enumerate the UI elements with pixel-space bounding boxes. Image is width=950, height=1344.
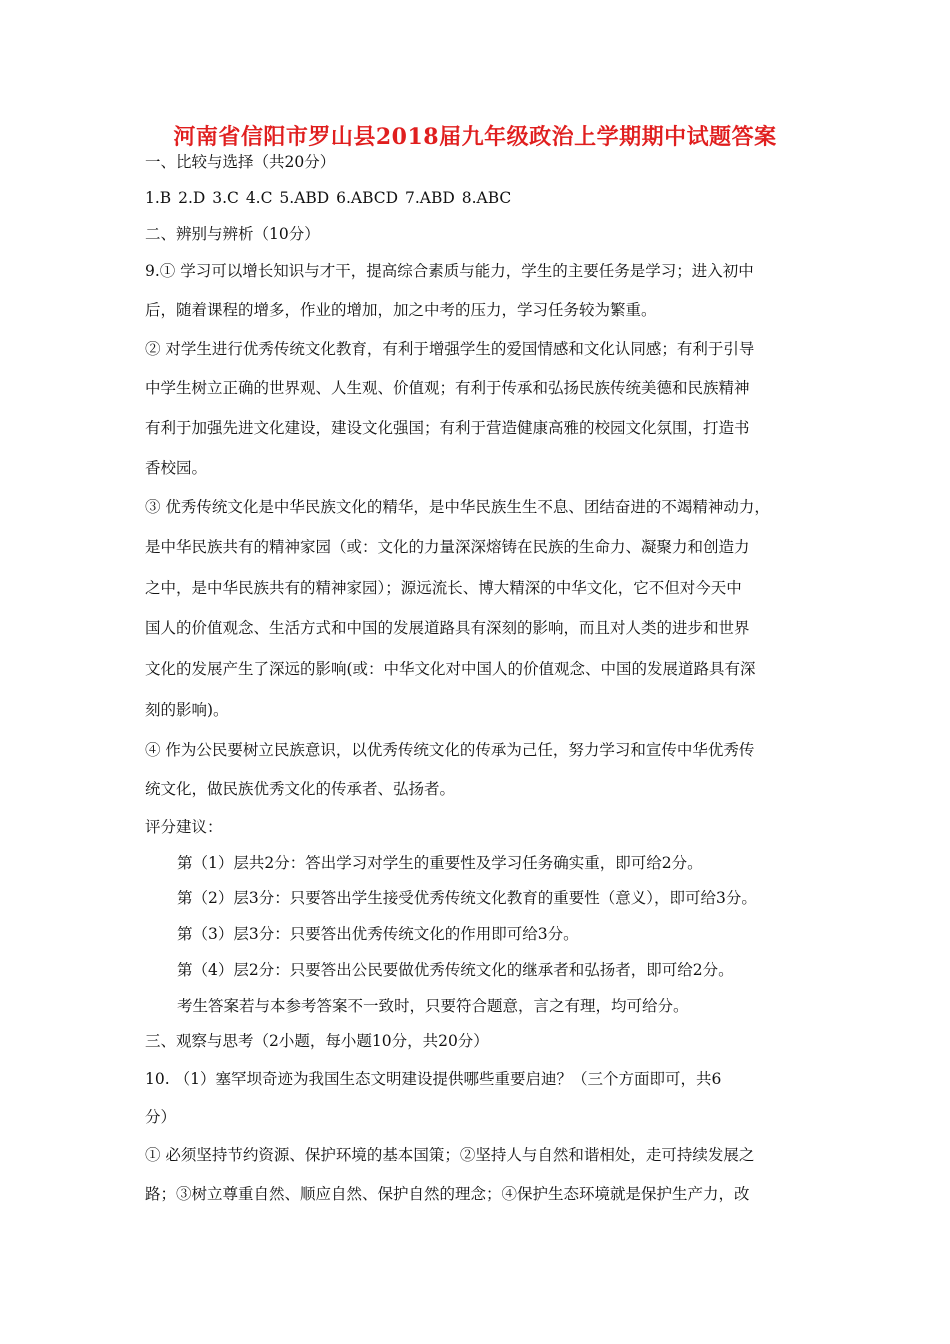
text-line: 9.① 学习可以增长知识与才干，提高综合素质与能力，学生的主要任务是学习；进入初中 bbox=[145, 262, 754, 280]
text-line: ① 必须坚持节约资源、保护环境的基本国策；②坚持人与自然和谐相处，走可持续发展之 bbox=[145, 1146, 755, 1164]
text-line: 刻的影响)。 bbox=[145, 701, 229, 719]
text-line: 国人的价值观念、生活方式和中国的发展道路具有深刻的影响，而且对人类的进步和世界 bbox=[145, 619, 750, 637]
text-line: ② 对学生进行优秀传统文化教育，有利于增强学生的爱国情感和文化认同感；有利于引导 bbox=[145, 340, 755, 358]
scoring-heading: 评分建议： bbox=[145, 818, 223, 836]
scoring-note: 考生答案若与本参考答案不一致时，只要符合题意，言之有理，均可给分。 bbox=[177, 997, 689, 1015]
text-line: 后，随着课程的增多，作业的增加，加之中考的压力，学习任务较为繁重。 bbox=[145, 301, 657, 319]
question-line: 分） bbox=[145, 1108, 177, 1126]
text-line: 文化的发展产生了深远的影响(或：中华文化对中国人的价值观念、中国的发展道路具有深 bbox=[145, 660, 756, 678]
section-heading: 二、辨别与辨析（10分） bbox=[145, 225, 320, 243]
text-line: ③ 优秀传统文化是中华民族文化的精华，是中华民族生生不息、团结奋进的不竭精神动力， bbox=[145, 498, 770, 516]
text-line: 路；③树立尊重自然、顺应自然、保护自然的理念；④保护生态环境就是保护生产力，改 bbox=[145, 1185, 750, 1203]
question-line: 10. （1）塞罕坝奇迹为我国生态文明建设提供哪些重要启迪？（三个方面即可，共6 bbox=[145, 1070, 722, 1088]
answer-line: 1.B 2.D 3.C 4.C 5.ABD 6.ABCD 7.ABD 8.ABC bbox=[145, 189, 512, 207]
scoring-line: 第（4）层2分：只要答出公民要做优秀传统文化的继承者和弘扬者，即可给2分。 bbox=[177, 961, 734, 979]
document-title: 河南省信阳市罗山县2018届九年级政治上学期期中试题答案 bbox=[173, 124, 777, 150]
scoring-line: 第（2）层3分：只要答出学生接受优秀传统文化教育的重要性（意义），即可给3分。 bbox=[177, 889, 757, 907]
scoring-line: 第（1）层共2分：答出学习对学生的重要性及学习任务确实重，即可给2分。 bbox=[177, 854, 703, 872]
section-heading: 一、比较与选择（共20分） bbox=[145, 153, 336, 171]
text-line: ④ 作为公民要树立民族意识，以优秀传统文化的传承为己任，努力学习和宣传中华优秀传 bbox=[145, 741, 755, 759]
text-line: 统文化，做民族优秀文化的传承者、弘扬者。 bbox=[145, 780, 456, 798]
text-line: 有利于加强先进文化建设，建设文化强国；有利于营造健康高雅的校园文化氛围，打造书 bbox=[145, 419, 750, 437]
scoring-line: 第（3）层3分：只要答出优秀传统文化的作用即可给3分。 bbox=[177, 925, 579, 943]
section-heading: 三、观察与思考（2小题，每小题10分，共20分） bbox=[145, 1032, 489, 1050]
text-line: 香校园。 bbox=[145, 459, 208, 477]
text-line: 中学生树立正确的世界观、人生观、价值观；有利于传承和弘扬民族传统美德和民族精神 bbox=[145, 379, 750, 397]
text-line: 之中，是中华民族共有的精神家园）；源远流长、博大精深的中华文化，它不但对今天中 bbox=[145, 579, 742, 597]
text-line: 是中华民族共有的精神家园（或：文化的力量深深熔铸在民族的生命力、凝聚力和创造力 bbox=[145, 538, 750, 556]
